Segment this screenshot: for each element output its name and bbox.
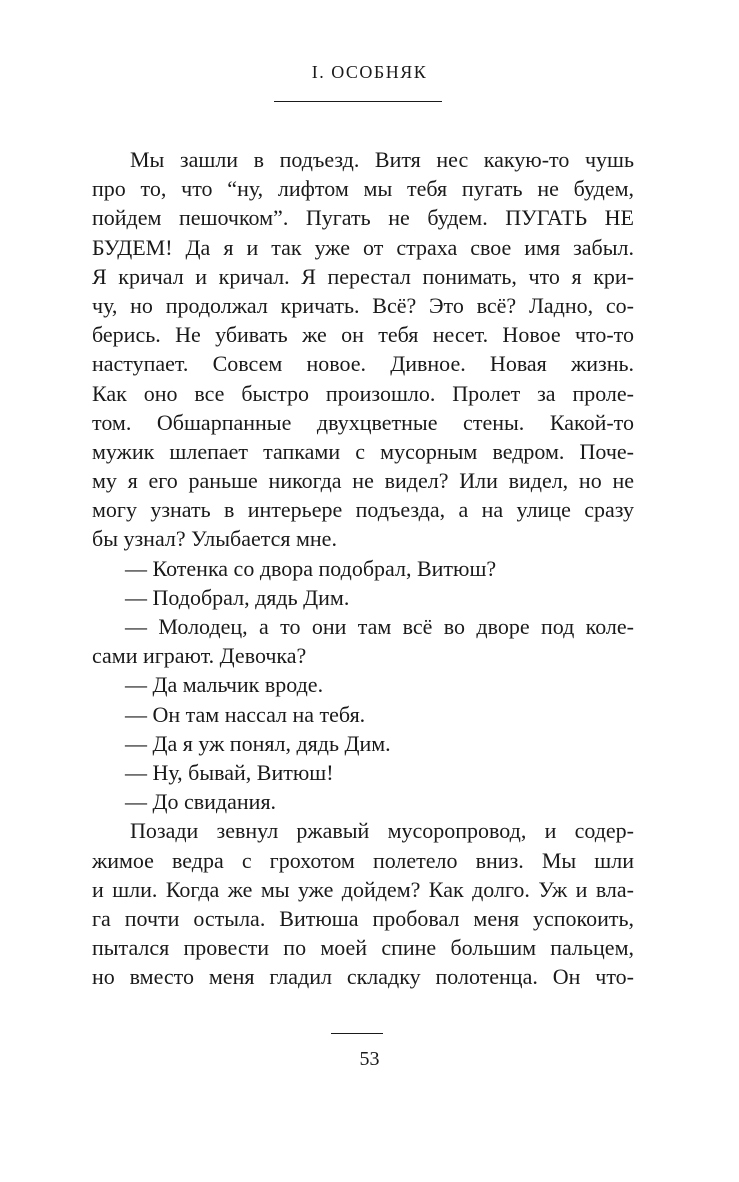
text-line: му я его раньше никогда не видел? Или видел, но не [92,468,634,494]
text-line: Я кричал и кричал. Я перестал понимать, что я кри- [92,263,634,289]
text-line: берись. Не убивать же он тебя несет. Новое что-то [92,322,634,348]
text-line: Позади зевнул ржавый мусоропровод, и содер- [130,818,634,844]
text-line: Как оно все быстро произошло. Пролет за проле- [92,380,634,406]
running-head: I. ОСОБНЯК [311,62,428,82]
text-line: — Молодец, а то они там всё во дворе под коле- [125,614,634,639]
text-line: Мы зашли в подъезд. Витя нес какую-то чушь [130,147,634,172]
text-line: том. Обшарпанные двухцветные стены. Какой-то [92,409,634,435]
text-line: мужик шлепает тапками с мусорным ведром. Поче- [92,438,634,464]
footer-rule [331,1033,383,1034]
text-line: про то, что “ну, лифтом мы тебя пугать не будем, [92,176,634,202]
text-line: — Да я уж понял, дядь Дим. [125,730,391,756]
body-text [92,145,634,991]
page-number: 53 [359,1048,380,1070]
text-line: — Он там нассал на тебя. [125,701,366,727]
text-line: но вместо меня гладил складку полотенца. Он что- [92,964,634,990]
text-line: — Подобрал, дядь Дим. [125,584,350,610]
text-line: жимое ведра с грохотом полетело вниз. Мы шли [92,847,634,873]
text-line: наступает. Совсем новое. Дивное. Новая жизнь. [92,351,634,377]
text-line: могу узнать в интерьере подъезда, а на улице сразу [92,497,634,523]
text-line: и шли. Когда же мы уже дойдем? Как долго. Уж и вла- [92,876,634,902]
text-line: га почти остыла. Витюша пробовал меня успокоить, [92,905,634,931]
text-line: — Да мальчик вроде. [125,672,324,698]
text-line: пойдем пешочком”. Пугать не будем. ПУГАТЬ НЕ [92,205,634,231]
text-line: бы узнал? Улыбается мне. [92,526,337,552]
text-line: — Котенка со двора подобрал, Витюш? [125,555,497,581]
header-rule [274,101,442,102]
text-line: чу, но продолжал кричать. Всё? Это всё? Ладно, со- [92,292,634,318]
text-line: — Ну, бывай, Витюш! [125,759,334,785]
text-line: сами играют. Девочка? [92,643,307,669]
text-line: пытался провести по моей спине большим пальцем, [92,935,634,961]
text-line: — До свидания. [125,789,277,815]
text-line: БУДЕМ! Да я и так уже от страха свое имя забыл. [92,234,634,260]
